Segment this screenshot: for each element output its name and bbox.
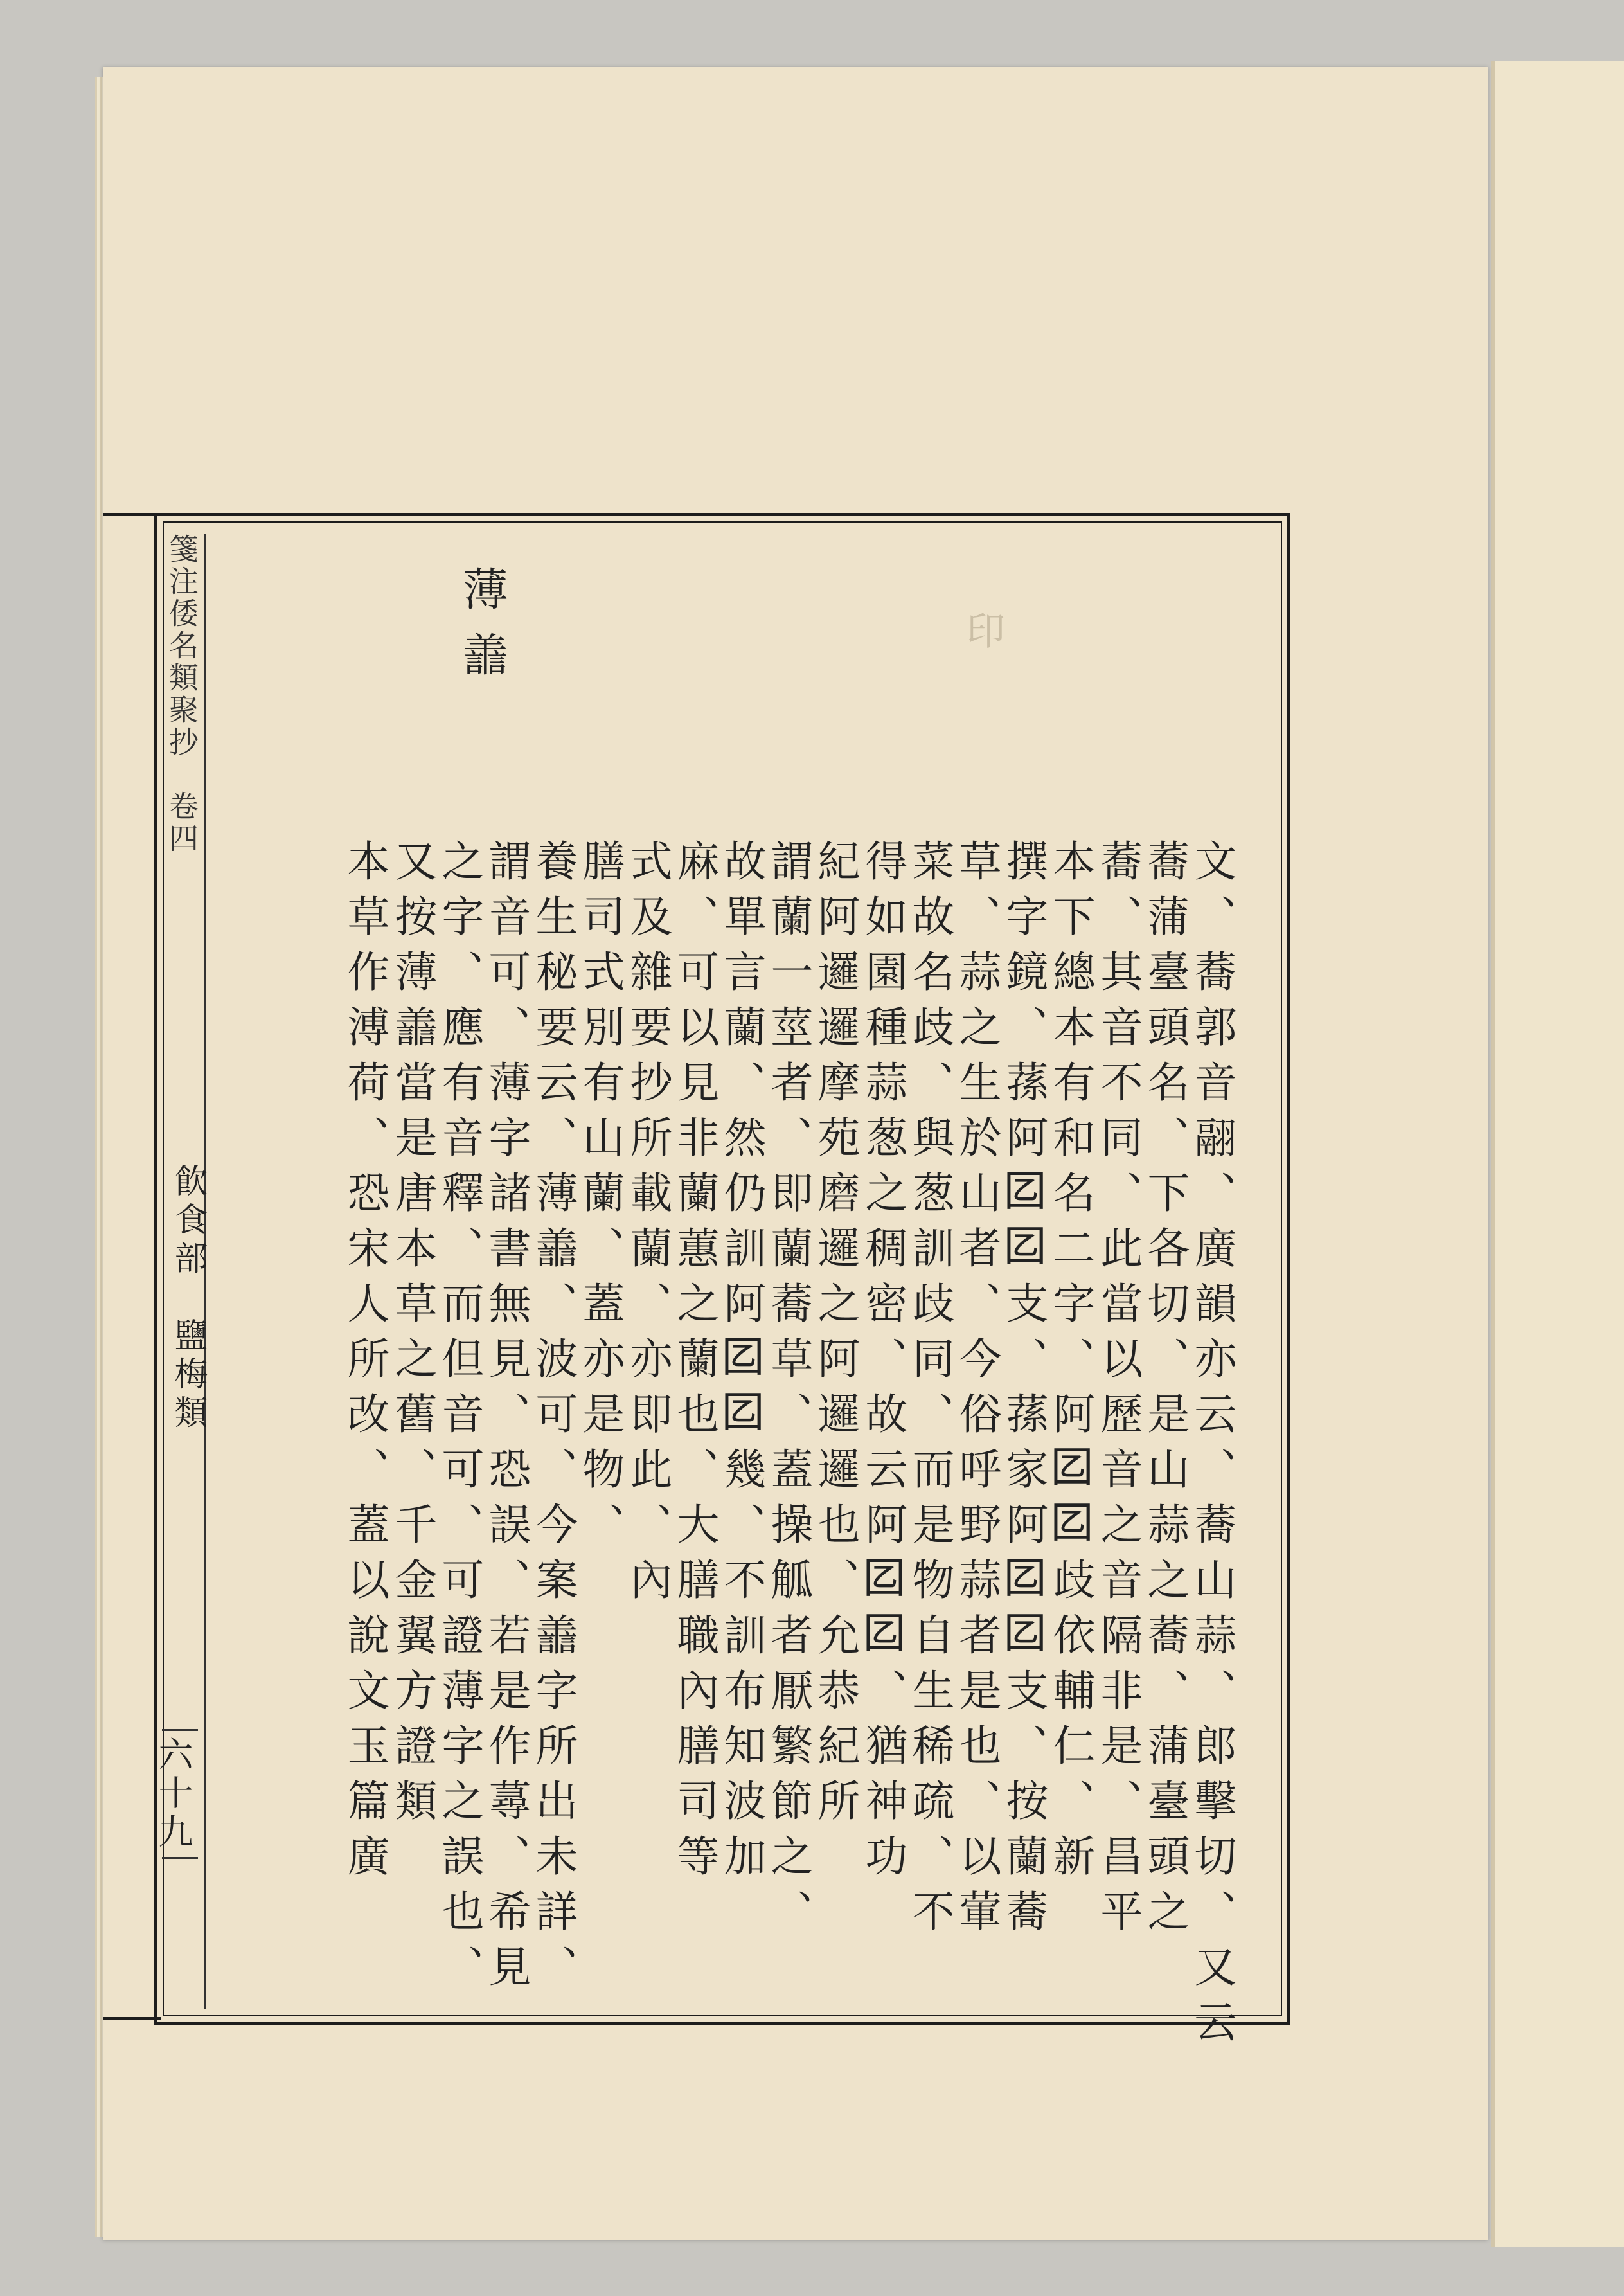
running-title: 箋注倭名類聚抄 卷四: [165, 534, 199, 855]
frame-extension-top: [103, 513, 161, 516]
text-column: 之字、應有音釋、而但音可、可證薄字之誤也、: [434, 839, 484, 2000]
text-column: 故單言蘭、然仍訓阿𡆠𡆠幾、不訓布知波加: [717, 839, 766, 1889]
text-column: 本下總本有和名二字、阿𡆠𡆠歧依輔仁、新: [1046, 839, 1095, 1889]
text-column: 式及雜要抄所載蘭、亦即此、內: [623, 839, 672, 1613]
text-column: 草、蒜之生於山者、今俗呼野蒜者是也、以葷: [952, 839, 1001, 1944]
text-column: 得如園種蒜葱之稠密、故云阿𡆠𡆠、猶神功: [858, 839, 907, 1889]
frame-extension-bottom: [103, 2017, 161, 2020]
page-number: 六十九: [162, 1729, 198, 1859]
library-stamp-icon: 印: [960, 611, 1005, 649]
text-column: 文、蕎郭音翮、廣韻亦云、蕎山蒜、郎擊切、又云: [1187, 839, 1236, 2055]
text-column: 又按薄譱當是唐本草之舊、千金翼方證類: [388, 839, 437, 1834]
next-page-edge: [1491, 61, 1624, 2247]
section-label: 飮食部 鹽梅類: [168, 1163, 207, 1433]
text-column: 養生秘要云、薄譱、波可、今案譱字所出未詳、: [528, 839, 578, 2000]
text-column: 謂蘭一莖者、即蘭蕎草、蓋操觚者厭繁節之、: [763, 839, 813, 1944]
text-column: 蕎、其音不同、此當以歷音之音隔非是、昌平: [1093, 839, 1143, 1944]
text-column: 本草作溥荷、恐宋人所改、蓋以說文玉篇廣: [340, 839, 389, 1889]
text-column: 撰字鏡、蓀阿𡆠𡆠支、蓀家阿𡆠𡆠支、按蘭蕎: [999, 839, 1048, 1944]
entry-heading: 薄譱: [456, 566, 508, 697]
text-column: 膳司式別有山蘭、蓋亦是物、: [575, 839, 625, 1557]
text-column: 麻、可以見非蘭蕙之蘭也、大膳職內膳司等: [670, 839, 719, 1889]
text-column: 蕎蒲臺頭名、下各切、是山蒜之蕎、蒲臺頭之: [1140, 839, 1190, 1944]
text-column: 紀阿邏邏摩苑磨邏之阿邏邏也、允恭紀所: [810, 839, 860, 1834]
text-column: 菜故名歧、與葱訓歧同、而是物自生稀疏、不: [905, 839, 954, 1944]
text-column: 謂音可、薄字諸書無見、恐誤、若是作蕁、希見: [481, 839, 531, 2000]
